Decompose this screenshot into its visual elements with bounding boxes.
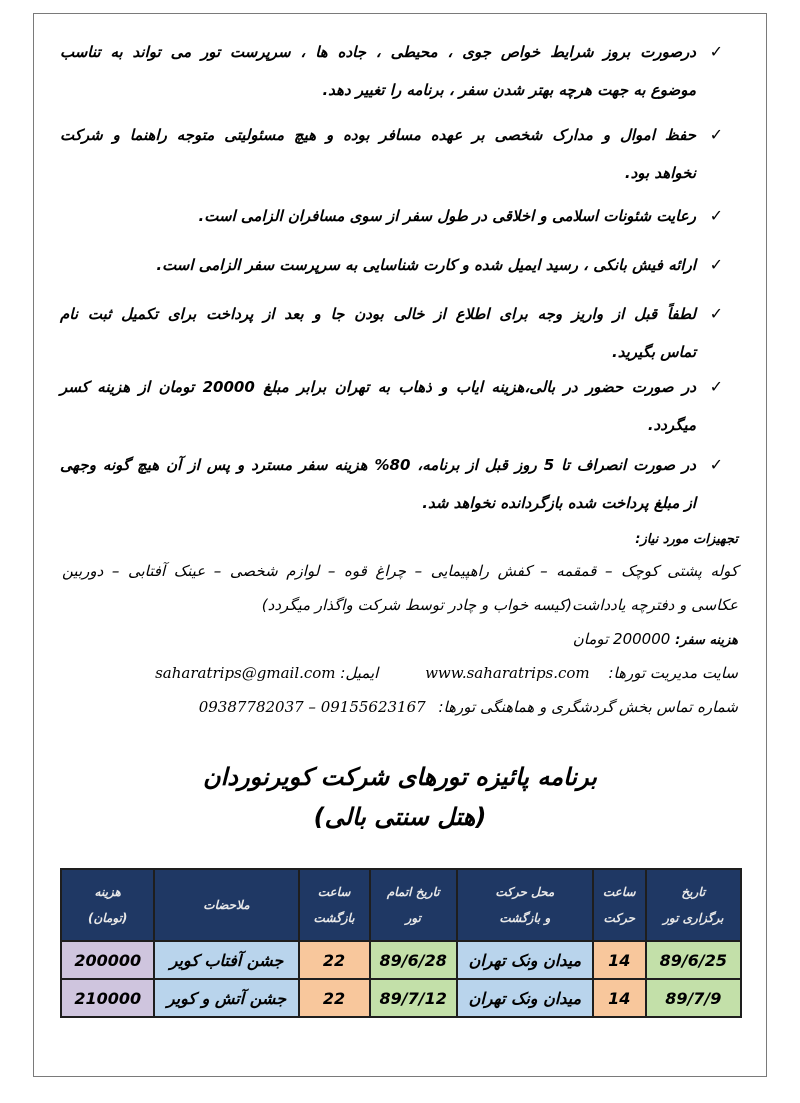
cell-return-time: 22 [299, 941, 370, 979]
tour-schedule-table [60, 868, 742, 1018]
equipment-list-cont [62, 596, 738, 614]
check-icon: ✓ [709, 304, 723, 323]
cell-return-time: 22 [299, 979, 370, 1017]
site-label: سایت مدیریت تورها: [608, 664, 738, 682]
rule-line: نخواهد بود. [624, 164, 696, 182]
equipment-heading: تجهیزات مورد نیاز: [635, 532, 738, 547]
email-link[interactable]: saharatrips@gmail.com [155, 664, 336, 682]
cell-notes: جشن آفتاب کویر [154, 941, 298, 979]
cell-cost: 200000 [61, 941, 154, 979]
email-label: ایمیل: [340, 664, 379, 682]
cost-line [62, 630, 738, 648]
cell-depart-time: 14 [593, 941, 646, 979]
header-depart-time: ساعت حرکت [593, 869, 646, 941]
rule-item [60, 295, 723, 371]
rule-line: لطفاً قبل از واریز وجه برای اطلاع از خالی بودن جا و بعد از پرداخت برای تکمیل ثبت نام [60, 305, 696, 323]
cell-cost: 210000 [61, 979, 154, 1017]
equipment-list [62, 562, 738, 580]
rule-line: در صورت حضور در بالی،هزینه ایاب و ذهاب به تهران برابر مبلغ 20000 تومان از هزینه کسر [60, 378, 696, 396]
header-location: محل حرکت و بازگشت [457, 869, 593, 941]
rule-line: موضوع به جهت هرچه بهتر شدن سفر ، برنامه را تغییر دهد. [322, 81, 696, 99]
check-icon: ✓ [709, 206, 723, 225]
cost-value: 200000 تومان [572, 630, 671, 648]
rule-line: تماس بگیرید. [612, 343, 696, 361]
check-icon: ✓ [709, 377, 723, 396]
table-header-row [61, 869, 741, 941]
cost-label: هزینه سفر: [675, 633, 738, 648]
site-line [62, 664, 738, 682]
site-link[interactable]: www.saharatrips.com [425, 664, 590, 682]
equipment-line: کوله پشتی کوچک – قمقمه – کفش راهپیمایی – چراغ قوه – لوازم شخصی – عینک آفتابی – دوربین [62, 562, 738, 580]
cell-notes: جشن آتش و کویر [154, 979, 298, 1017]
rule-line: در صورت انصراف تا 5 روز قبل از برنامه، 80% هزینه سفر مسترد و پس از آن هیچ گونه وجهی [60, 456, 696, 474]
cell-location: میدان ونک تهران [457, 979, 593, 1017]
header-notes: ملاحضات [154, 869, 298, 941]
rule-item [60, 368, 723, 444]
check-icon: ✓ [709, 42, 723, 61]
cell-depart-time: 14 [593, 979, 646, 1017]
table-row [61, 941, 741, 979]
cell-start-date: 89/7/9 [646, 979, 741, 1017]
header-return-time: ساعت بازگشت [299, 869, 370, 941]
table-row [61, 979, 741, 1017]
equipment-section [62, 532, 738, 547]
page-title: برنامه پائیزه تورهای شرکت کویرنوردان [203, 763, 597, 791]
rule-line: از مبلغ پرداخت شده بازگردانده نخواهد شد. [422, 494, 696, 512]
phone-line [62, 698, 738, 716]
rule-item [60, 33, 723, 109]
cell-end-date: 89/7/12 [370, 979, 457, 1017]
rule-item [60, 116, 723, 192]
rule-item [60, 197, 723, 235]
header-end-date: تاریخ اتمام تور [370, 869, 457, 941]
rule-line: درصورت بروز شرایط خواص جوی ، محیطی ، جاده ها ، سرپرست تور می تواند به تناسب [60, 43, 696, 61]
page-subtitle: (هتل سنتی بالی) [313, 803, 487, 831]
rule-line: حفظ اموال و مدارک شخصی بر عهده مسافر بوده و هیچ مسئولیتی متوجه راهنما و شرکت [60, 126, 696, 144]
phone-label: شماره تماس بخش گردشگری و هماهنگی تورها: [438, 698, 738, 716]
cell-end-date: 89/6/28 [370, 941, 457, 979]
check-icon: ✓ [709, 125, 723, 144]
header-start-date: تاریخ برگزاری تور [646, 869, 741, 941]
rule-item [60, 246, 723, 284]
rule-line: میگردد. [647, 416, 696, 434]
cell-location: میدان ونک تهران [457, 941, 593, 979]
rule-line: ارائه فیش بانکی ، رسید ایمیل شده و کارت شناسایی به سرپرست سفر الزامی است. [156, 256, 696, 274]
cell-start-date: 89/6/25 [646, 941, 741, 979]
header-cost: هزینه (تومان) [61, 869, 154, 941]
equipment-line: عکاسی و دفترچه یادداشت(کیسه خواب و چادر توسط شرکت واگذار میگردد) [261, 596, 738, 614]
phone-numbers: 09387782037 – 09155623167 [198, 698, 426, 716]
check-icon: ✓ [709, 255, 723, 274]
rule-line: رعایت شئونات اسلامی و اخلاقی در طول سفر از سوی مسافران الزامی است. [198, 207, 696, 225]
check-icon: ✓ [709, 455, 723, 474]
rule-item [60, 446, 723, 522]
